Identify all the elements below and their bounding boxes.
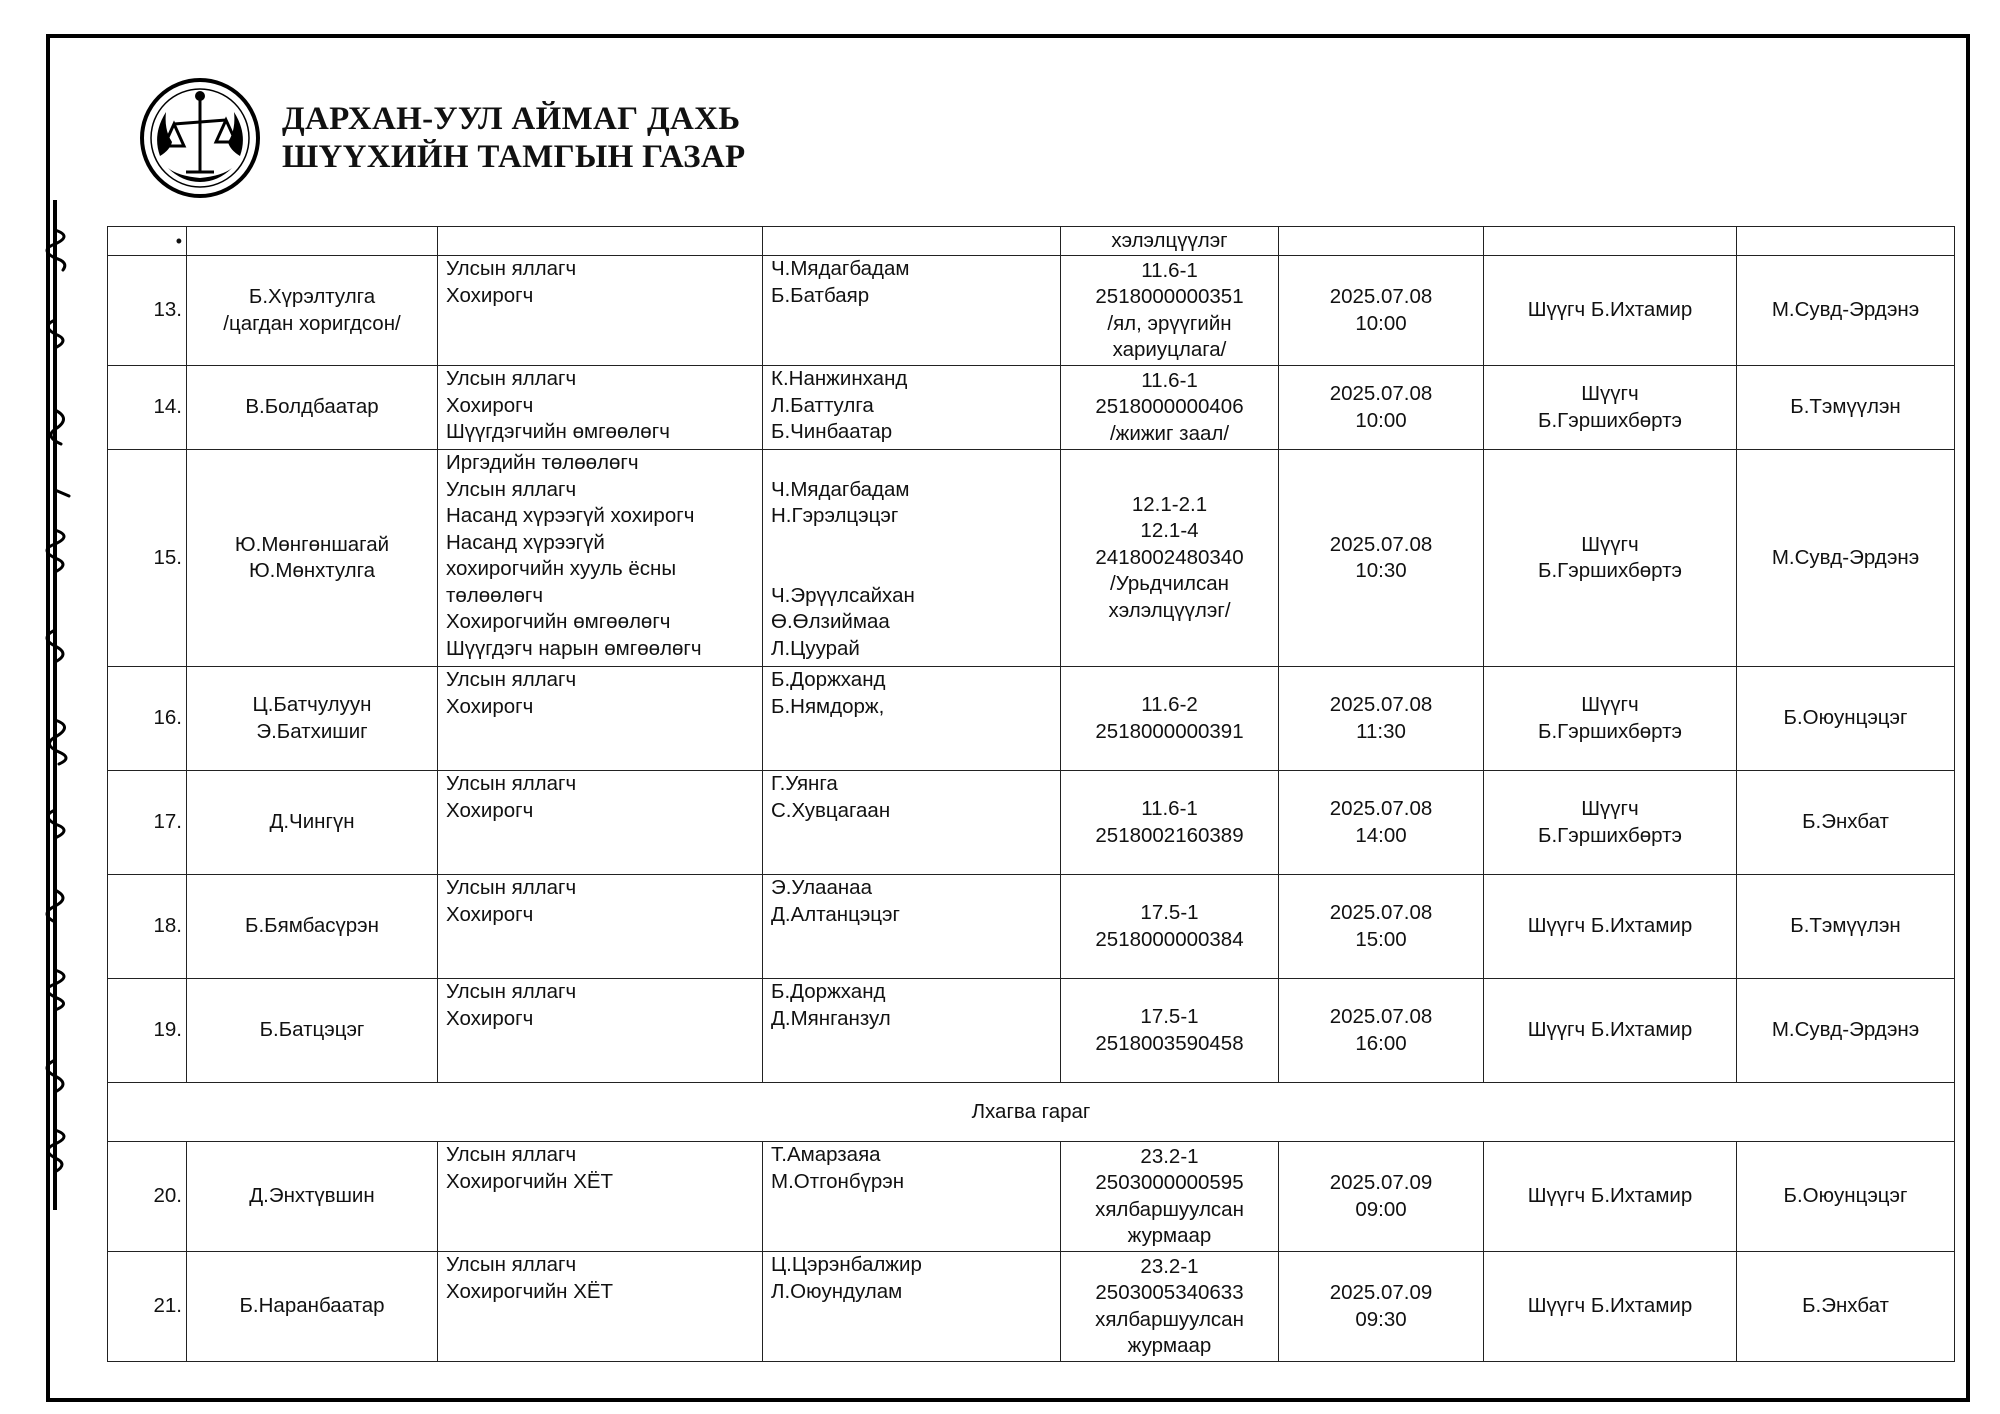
cell-name: Ю.Мөнгөншагай Ю.Мөнхтулга (187, 450, 438, 667)
cell-name: Б.Бямбасүрэн (187, 875, 438, 979)
cell-case: 11.6-2 2518000000391 (1061, 667, 1279, 771)
cell-time: 2025.07.09 09:30 (1279, 1252, 1484, 1362)
cell-time: 2025.07.09 09:00 (1279, 1142, 1484, 1252)
cell-people: Г.Уянга С.Хувцагаан (763, 771, 1061, 875)
cell-time: 2025.07.08 10:30 (1279, 450, 1484, 667)
org-title-line1: ДАРХАН-УУЛ АЙМАГ ДАХЬ (282, 101, 741, 137)
cell-time (1279, 227, 1484, 256)
table-row (108, 1252, 1955, 1362)
cell-clerk: Б.Оюунцэцэг (1737, 1142, 1955, 1252)
cell-case: 17.5-1 2518003590458 (1061, 979, 1279, 1083)
cell-no: 15. (108, 450, 187, 667)
cell-case: 11.6-1 2518002160389 (1061, 771, 1279, 875)
cell-clerk (1737, 227, 1955, 256)
cell-name: Д.Энхтүвшин (187, 1142, 438, 1252)
cell-roles: Улсын яллагч Хохирогч (438, 979, 763, 1083)
cell-roles: Иргэдийн төлөөлөгч Улсын яллагч Насанд хүрээгүй хохирогч Насанд хүрээгүй хохирогчийн хууль ёсны төлөөлөгч Хохирогчийн өмгөөлөгч Шүүгдэгч нарын өмгөөлөгч (438, 450, 763, 667)
cell-judge: Шүүгч Б.Гэршихбөртэ (1484, 366, 1737, 450)
cell-name: Б.Хүрэлтулга /цагдан хоригдсон/ (187, 256, 438, 366)
cell-judge: Шүүгч Б.Гэршихбөртэ (1484, 450, 1737, 667)
cell-time: 2025.07.08 15:00 (1279, 875, 1484, 979)
day-label: Лхагва гараг (108, 1083, 1955, 1142)
cell-case: 11.6-1 2518000000351 /ял, эрүүгийн хариуцлага/ (1061, 256, 1279, 366)
cell-name: В.Болдбаатар (187, 366, 438, 450)
cell-clerk: Б.Оюунцэцэг (1737, 667, 1955, 771)
cell-judge (1484, 227, 1737, 256)
cell-case: хэлэлцүүлэг (1061, 227, 1279, 256)
cell-judge: Шүүгч Б.Ихтамир (1484, 1142, 1737, 1252)
cell-no: 17. (108, 771, 187, 875)
vertical-mongolian-script (30, 200, 80, 1210)
cell-people (763, 227, 1061, 256)
cell-judge: Шүүгч Б.Гэршихбөртэ (1484, 667, 1737, 771)
cell-roles: Улсын яллагч Хохирогч (438, 771, 763, 875)
cell-judge: Шүүгч Б.Ихтамир (1484, 256, 1737, 366)
cell-time: 2025.07.08 16:00 (1279, 979, 1484, 1083)
cell-no: • (108, 227, 187, 256)
cell-time: 2025.07.08 10:00 (1279, 366, 1484, 450)
cell-roles: Улсын яллагч Хохирогчийн ХЁТ (438, 1252, 763, 1362)
cell-people: Ц.Цэрэнбалжир Л.Оюундулам (763, 1252, 1061, 1362)
cell-no: 20. (108, 1142, 187, 1252)
cell-people: Ч.Мядагбадам Н.Гэрэлцэцэг Ч.Эрүүлсайхан Ө.Өлзиймаа Л.Цуурай (763, 450, 1061, 667)
cell-roles: Улсын яллагч Хохирогчийн ХЁТ (438, 1142, 763, 1252)
court-scales-emblem-icon (138, 76, 262, 200)
cell-name: Ц.Батчулуун Э.Батхишиг (187, 667, 438, 771)
cell-clerk: Б.Энхбат (1737, 1252, 1955, 1362)
cell-no: 18. (108, 875, 187, 979)
cell-no: 21. (108, 1252, 187, 1362)
table-row (108, 1142, 1955, 1252)
cell-case: 11.6-1 2518000000406 /жижиг заал/ (1061, 366, 1279, 450)
cell-clerk: Б.Тэмүүлэн (1737, 875, 1955, 979)
table-row (108, 450, 1955, 667)
cell-time: 2025.07.08 14:00 (1279, 771, 1484, 875)
cell-clerk: Б.Энхбат (1737, 771, 1955, 875)
cell-case: 17.5-1 2518000000384 (1061, 875, 1279, 979)
cell-name: Б.Батцэцэг (187, 979, 438, 1083)
cell-name: Д.Чингүн (187, 771, 438, 875)
cell-no: 16. (108, 667, 187, 771)
cell-no: 14. (108, 366, 187, 450)
cell-people: Т.Амарзаяа М.Отгонбүрэн (763, 1142, 1061, 1252)
cell-judge: Шүүгч Б.Ихтамир (1484, 979, 1737, 1083)
table-row (108, 771, 1955, 875)
cell-no: 13. (108, 256, 187, 366)
cell-judge: Шүүгч Б.Ихтамир (1484, 1252, 1737, 1362)
table-row (108, 366, 1955, 450)
cell-clerk: Б.Тэмүүлэн (1737, 366, 1955, 450)
cell-roles (438, 227, 763, 256)
cell-clerk: М.Сувд-Эрдэнэ (1737, 450, 1955, 667)
court-schedule-table (107, 226, 1955, 1362)
cell-name: Б.Наранбаатар (187, 1252, 438, 1362)
cell-clerk: М.Сувд-Эрдэнэ (1737, 979, 1955, 1083)
cell-roles: Улсын яллагч Хохирогч (438, 667, 763, 771)
cell-people: Б.Доржханд Б.Нямдорж, (763, 667, 1061, 771)
cell-case: 12.1-2.1 12.1-4 2418002480340 /Урьдчилсан хэлэлцүүлэг/ (1061, 450, 1279, 667)
table-row (108, 667, 1955, 771)
cell-case: 23.2-1 2503005340633 хялбаршуулсан журмаар (1061, 1252, 1279, 1362)
table-row (108, 875, 1955, 979)
cell-judge: Шүүгч Б.Гэршихбөртэ (1484, 771, 1737, 875)
org-title-line2: ШҮҮХИЙН ТАМГЫН ГАЗАР (282, 139, 746, 175)
cell-people: К.Нанжинханд Л.Баттулга Б.Чинбаатар (763, 366, 1061, 450)
cell-people: Э.Улаанаа Д.Алтанцэцэг (763, 875, 1061, 979)
organization-title (282, 100, 745, 176)
day-separator-row (108, 1083, 1955, 1142)
cell-name (187, 227, 438, 256)
table-row (108, 979, 1955, 1083)
cell-time: 2025.07.08 10:00 (1279, 256, 1484, 366)
cell-no: 19. (108, 979, 187, 1083)
cell-time: 2025.07.08 11:30 (1279, 667, 1484, 771)
table-row (108, 256, 1955, 366)
cell-roles: Улсын яллагч Хохирогч Шүүгдэгчийн өмгөөлөгч (438, 366, 763, 450)
cell-roles: Улсын яллагч Хохирогч (438, 875, 763, 979)
cell-people: Б.Доржханд Д.Мянганзул (763, 979, 1061, 1083)
table-row-continued (108, 227, 1955, 256)
cell-judge: Шүүгч Б.Ихтамир (1484, 875, 1737, 979)
cell-roles: Улсын яллагч Хохирогч (438, 256, 763, 366)
cell-people: Ч.Мядагбадам Б.Батбаяр (763, 256, 1061, 366)
cell-clerk: М.Сувд-Эрдэнэ (1737, 256, 1955, 366)
cell-case: 23.2-1 2503000000595 хялбаршуулсан журмаар (1061, 1142, 1279, 1252)
